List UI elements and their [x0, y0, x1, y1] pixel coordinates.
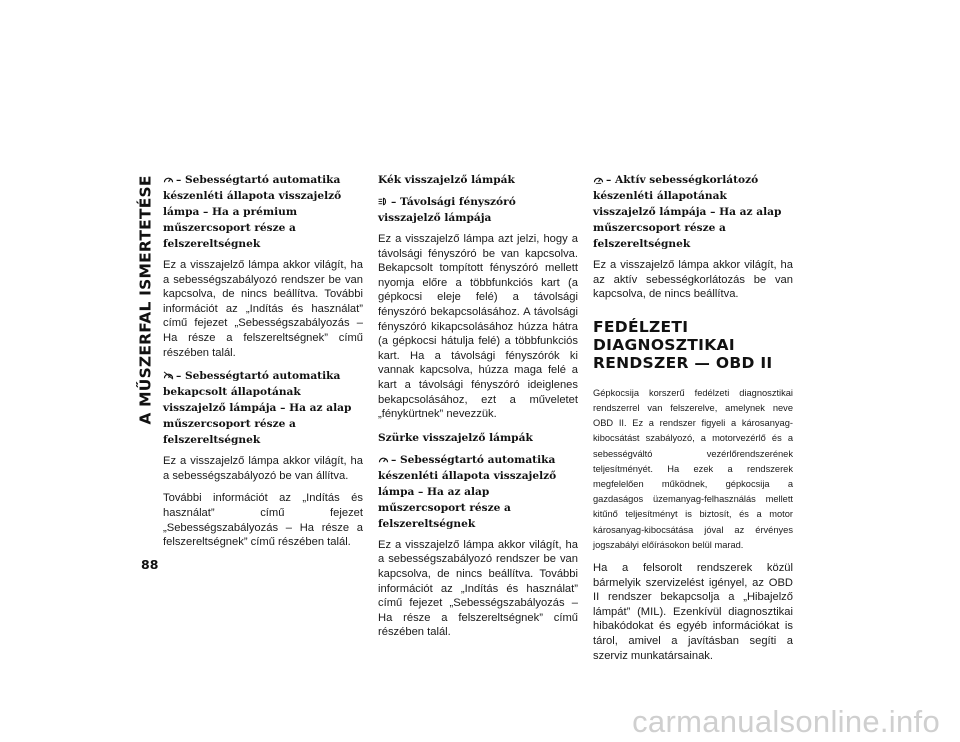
heading-text: – Sebességtartó automatika készenléti állapota visszajelző lámpa – Ha a prémium műszercsoport része a felszereltségnek	[163, 174, 342, 250]
section-title-obd: FEDÉLZETI DIAGNOSZTIKAI RENDSZER — OBD II	[593, 317, 773, 372]
heading-text: – Távolsági fényszóró visszajelző lámpája	[378, 196, 516, 224]
paragraph: Ha a felsorolt rendszerek közül bármelyik szervizelést igényel, az OBD II rendszer bekapcsolja a „Hibajelző lámpát” (MIL). Ezenkívül diagnosztikai hibakódokat és egyéb információkat is tárol, amivel a javításban segíti a szerviz munkatársainak.	[593, 562, 793, 662]
heading-text: – Sebességtartó automatika bekapcsolt állapotának visszajelző lámpája – Ha az alap műszercsoport része a felszereltségnek	[163, 370, 352, 447]
speedometer-icon	[163, 175, 174, 184]
column-2	[378, 172, 578, 648]
side-chapter-title	[131, 170, 161, 430]
heading-high-beam	[378, 194, 578, 226]
paragraph: Ez a visszajelző lámpa akkor világít, ha a sebességszabályozó rendszer be van kapcsolva, de nincs beállítva. További információt az „Indítás és használat” című fejezet „Sebességszabályozás – Ha része a felszereltségnek” című részében talál.	[163, 259, 363, 359]
column-3	[593, 172, 793, 671]
heading-text: – Aktív sebességkorlátozó készenléti állapotának visszajelző lámpája – Ha az alap műszercsoport része a felszereltségnek	[593, 174, 782, 250]
speedometer-icon	[163, 371, 174, 380]
heading-speed-limiter	[593, 172, 793, 252]
high-beam-icon	[378, 197, 389, 206]
paragraph: Ez a visszajelző lámpa akkor világít, ha a sebességszabályozó rendszer be van kapcsolva, de nincs beállítva. További információt az „Indítás és használat” című fejezet „Sebességszabályozás – Ha része a felszereltségnek” című részében talál.	[378, 538, 578, 639]
paragraph: Ez a visszajelző lámpa akkor világít, ha az aktív sebességkorlátozás be van kapcsolva, de nincs beállítva.	[593, 259, 793, 301]
watermark: carmanualsonline.info	[632, 704, 940, 739]
paragraph: Ez a visszajelző lámpa akkor világít, ha a sebességszabályozó be van állítva.	[163, 455, 363, 482]
heading-blue-indicators: Kék visszajelző lámpák	[378, 174, 515, 186]
paragraph: Ez a visszajelző lámpa azt jelzi, hogy a távolsági fényszóró be van kapcsolva. Bekapcsolt tompított fényszóró mellett nyomja előre a többfunkciós kart (a gépkocsi eleje felé) a távolsági fényszóró bekapcsolásához. A távolsági fényszóró kikapcsolásához húzza hátra (a gépkocsi hátulja felé) a többfunkciós kart. Ha a távolsági fényszórók ki vannak kapcsolva, húzza maga felé a kart a távolsági fényszóró ideiglenes bekapcsolásához, ezt a műveletet „fénykürtnek” nevezzük.	[378, 233, 578, 421]
heading-gray-indicators: Szürke visszajelző lámpák	[378, 431, 533, 444]
speed-limiter-icon	[593, 175, 604, 184]
heading-text: – Sebességtartó automatika készenléti állapota visszajelző lámpa – Ha az alap műszercsoport része a felszereltségnek	[378, 453, 557, 530]
paragraph-small: Gépkocsija korszerű fedélzeti diagnosztikai rendszerrel van felszerelve, amelynek neve OBD II. Ez a rendszer figyeli a károsanyag-kibocsátást szabályozó, a motorvezérlő és a sebességváltó vezérlőrendszerének teljesítményét. Ha ezek a rendszerek megfelelően működnek, gépkocsija a gazdaságos üzemanyag-felhasználás mellett kitűnő teljesítményt is biztosít, és a motor károsanyag-kibocsátása jóval az érvényes jogszabályi előírásokon belül marad.	[593, 387, 793, 550]
speedometer-icon	[378, 455, 389, 464]
heading-cruise-on-basic	[163, 368, 363, 448]
page-number: 88	[141, 557, 159, 572]
paragraph: További információt az „Indítás és használat” című fejezet „Sebességszabályozás – Ha része a felszereltségnek” című részében talál.	[163, 492, 363, 549]
side-chapter-title-text: A MŰSZERFAL ISMERTETÉSE	[137, 175, 156, 425]
heading-cruise-standby-premium	[163, 172, 363, 252]
column-1	[163, 172, 363, 558]
heading-cruise-standby-basic	[378, 452, 578, 532]
